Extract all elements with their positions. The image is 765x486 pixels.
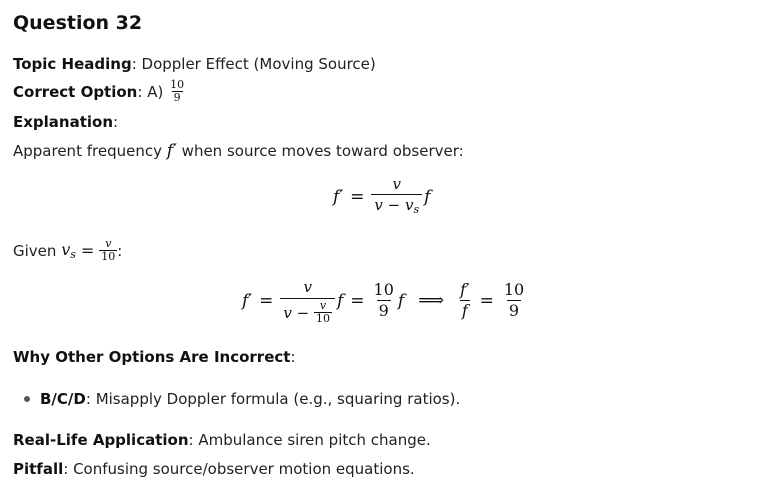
- bullet-text: Misapply Doppler formula (e.g., squaring ratios).: [95, 390, 461, 408]
- eq2-fraction-3: [458, 280, 472, 321]
- eq2-fraction-1: [280, 276, 335, 325]
- eq2-implies: ⟹: [418, 290, 445, 311]
- eq2-num-3: f′: [460, 280, 470, 299]
- real-life-label: Real-Life Application: [13, 431, 189, 449]
- topic-heading-line: Topic Heading: Doppler Effect (Moving Source): [13, 55, 376, 73]
- why-other-heading: Why Other Options Are Incorrect:: [13, 348, 296, 366]
- topic-heading-label: Topic Heading: [13, 55, 132, 73]
- given-fraction: [99, 238, 117, 263]
- equation-2: [242, 276, 526, 325]
- correct-option-num: 10: [170, 78, 185, 91]
- eq2-num-2: 10: [373, 280, 394, 299]
- eq1-fraction: [371, 174, 422, 220]
- eq1-rhs: f: [424, 187, 431, 207]
- eq2-f1: f: [337, 290, 344, 311]
- eq2-den-3: f: [461, 301, 468, 320]
- eq2-equals-1: =: [259, 290, 274, 311]
- eq2-equals-2: =: [350, 290, 365, 311]
- explanation-text-after: when source moves toward observer:: [181, 142, 464, 160]
- given-num: v: [105, 237, 112, 250]
- correct-option-den: 9: [173, 91, 181, 104]
- correct-option-line: Correct Option : A) $\frac{10}{9}$: [13, 78, 185, 104]
- real-life-text: Ambulance siren pitch change.: [198, 431, 431, 449]
- bullet-item: B/C/D: Misapply Doppler formula (e.g., squaring ratios).: [24, 390, 460, 408]
- explanation-text: [13, 141, 464, 161]
- pitfall-text: Confusing source/observer motion equations.: [73, 460, 415, 478]
- eq2-f2: f: [397, 290, 405, 311]
- eq2-den-4: 9: [508, 301, 520, 320]
- given-label: Given: [13, 241, 57, 260]
- explanation-text-before: Apparent frequency: [13, 142, 162, 160]
- given-line: [13, 238, 122, 263]
- eq2-fraction-2: [372, 280, 396, 321]
- given-colon: :: [117, 241, 123, 260]
- topic-heading-value: Doppler Effect (Moving Source): [141, 55, 376, 73]
- eq2-num-4: 10: [503, 280, 525, 299]
- eq1-equals: =: [350, 187, 365, 207]
- eq1-lhs: f′: [333, 187, 344, 207]
- correct-option-prefix: A): [147, 82, 164, 101]
- eq2-inner-fraction: $\frac{v}{10}$: [316, 299, 330, 325]
- bullet-dot-icon: [24, 396, 30, 402]
- eq2-fraction-4: [502, 280, 526, 321]
- eq1-num: v: [392, 175, 401, 193]
- pitfall-line: Pitfall: Confusing source/observer motion equations.: [13, 460, 415, 478]
- question-title: Question 32: [13, 12, 143, 34]
- explanation-label: Explanation: [13, 113, 114, 131]
- eq2-den-1: v − $\frac{v}{10}$: [280, 298, 335, 325]
- equation-1: [333, 174, 430, 220]
- given-den: 10: [101, 250, 116, 263]
- why-other-label: Why Other Options Are Incorrect: [13, 348, 291, 366]
- pitfall-label: Pitfall: [13, 460, 64, 478]
- correct-option-label: Correct Option: [13, 82, 138, 101]
- eq2-equals-3: =: [479, 290, 494, 311]
- explanation-fprime: f′: [166, 141, 177, 161]
- given-equals: =: [80, 241, 95, 260]
- eq2-den-2: 9: [378, 301, 389, 320]
- eq2-lhs: f′: [242, 290, 253, 311]
- explanation-heading: Explanation:: [13, 113, 119, 131]
- correct-option-fraction: [168, 79, 186, 104]
- eq1-den: $v - v_s$: [371, 194, 422, 220]
- given-var: $v_s$: [61, 240, 76, 261]
- bullet-label: B/C/D: [40, 390, 86, 408]
- eq2-num-1: v: [303, 278, 312, 296]
- real-life-line: Real-Life Application: Ambulance siren pitch change.: [13, 431, 431, 449]
